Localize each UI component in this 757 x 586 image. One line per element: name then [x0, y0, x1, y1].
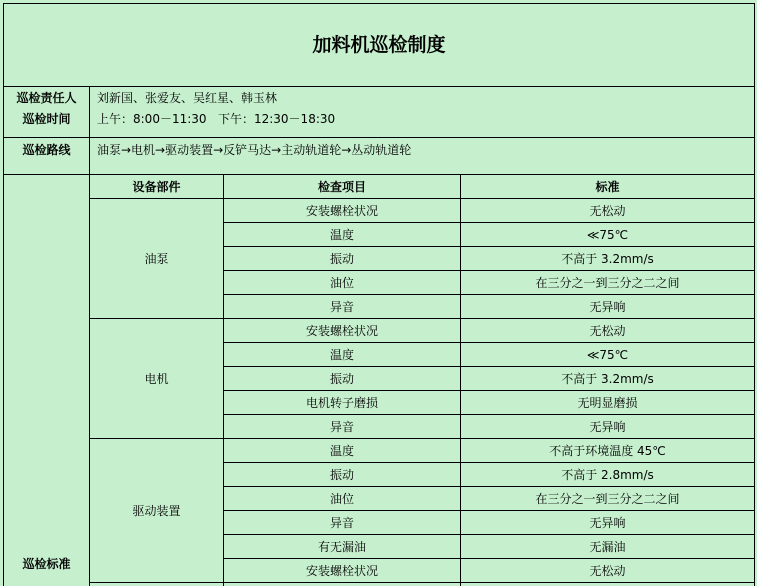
check-item-cell: 温度 — [329, 347, 354, 362]
check-item-cell: 振动 — [329, 251, 354, 266]
check-item-cell: 温度 — [329, 443, 354, 458]
responsible-label: 巡检责任人 — [16, 91, 77, 105]
standard-cell: 无异响 — [589, 299, 626, 314]
standard-cell: ≪75℃ — [586, 227, 629, 242]
standard-cell: ≪75℃ — [586, 347, 629, 362]
standard-cell: 无明显磨损 — [577, 395, 638, 410]
standard-cell: 无松动 — [589, 203, 626, 218]
standard-cell: 在三分之一到三分之二之间 — [535, 491, 680, 506]
standard-cell: 不高于环境温度 45℃ — [549, 443, 666, 458]
standard-cell: 无异响 — [589, 419, 626, 434]
check-item-cell: 有无漏油 — [317, 539, 366, 554]
route-label: 巡检路线 — [22, 143, 71, 157]
standard-cell: 不高于 2.8mm/s — [561, 467, 654, 482]
standard-cell: 不高于 3.2mm/s — [561, 251, 654, 266]
route-value: 油泵→电机→驱动装置→反铲马达→主动轨道轮→丛动轨道轮 — [97, 143, 412, 157]
time-label: 巡检时间 — [22, 112, 71, 126]
standard-cell: 不高于 3.2mm/s — [561, 371, 654, 386]
check-item-cell: 异音 — [329, 515, 354, 530]
time-value: 上午：8:00－11:30 下午：12:30－18:30 — [97, 112, 336, 126]
standard-cell: 无漏油 — [589, 539, 626, 554]
check-item-cell: 安装螺栓状况 — [305, 203, 378, 218]
check-item-cell: 安装螺栓状况 — [305, 563, 378, 578]
check-item-cell: 安装螺栓状况 — [305, 323, 378, 338]
responsible-value: 刘新国、张爱友、吴红星、韩玉林 — [97, 91, 278, 105]
check-item-cell: 油位 — [329, 275, 354, 290]
table-header-cell: 设备部件 — [132, 179, 181, 194]
standard-cell: 在三分之一到三分之二之间 — [535, 275, 680, 290]
check-item-cell: 油位 — [329, 491, 354, 506]
table-header-cell: 标准 — [595, 179, 620, 194]
check-item-cell: 振动 — [329, 371, 354, 386]
check-item-cell: 电机转子磨损 — [305, 395, 378, 410]
group-divider — [89, 582, 755, 583]
check-item-cell: 振动 — [329, 467, 354, 482]
table-header-cell: 检查项目 — [317, 179, 366, 194]
page-title: 加料机巡检制度 — [312, 33, 446, 56]
component-cell: 电机 — [144, 371, 169, 386]
check-item-cell: 异音 — [329, 419, 354, 434]
component-cell: 油泵 — [144, 251, 169, 266]
table-column-divider — [223, 174, 224, 586]
table-column-divider — [460, 174, 461, 586]
standard-cell: 无松动 — [589, 563, 626, 578]
standard-cell: 无异响 — [589, 515, 626, 530]
standard-cell: 无松动 — [589, 323, 626, 338]
check-item-cell: 异音 — [329, 299, 354, 314]
check-item-cell: 温度 — [329, 227, 354, 242]
component-cell: 驱动装置 — [132, 503, 181, 518]
standards-label: 巡检标准 — [22, 557, 71, 571]
